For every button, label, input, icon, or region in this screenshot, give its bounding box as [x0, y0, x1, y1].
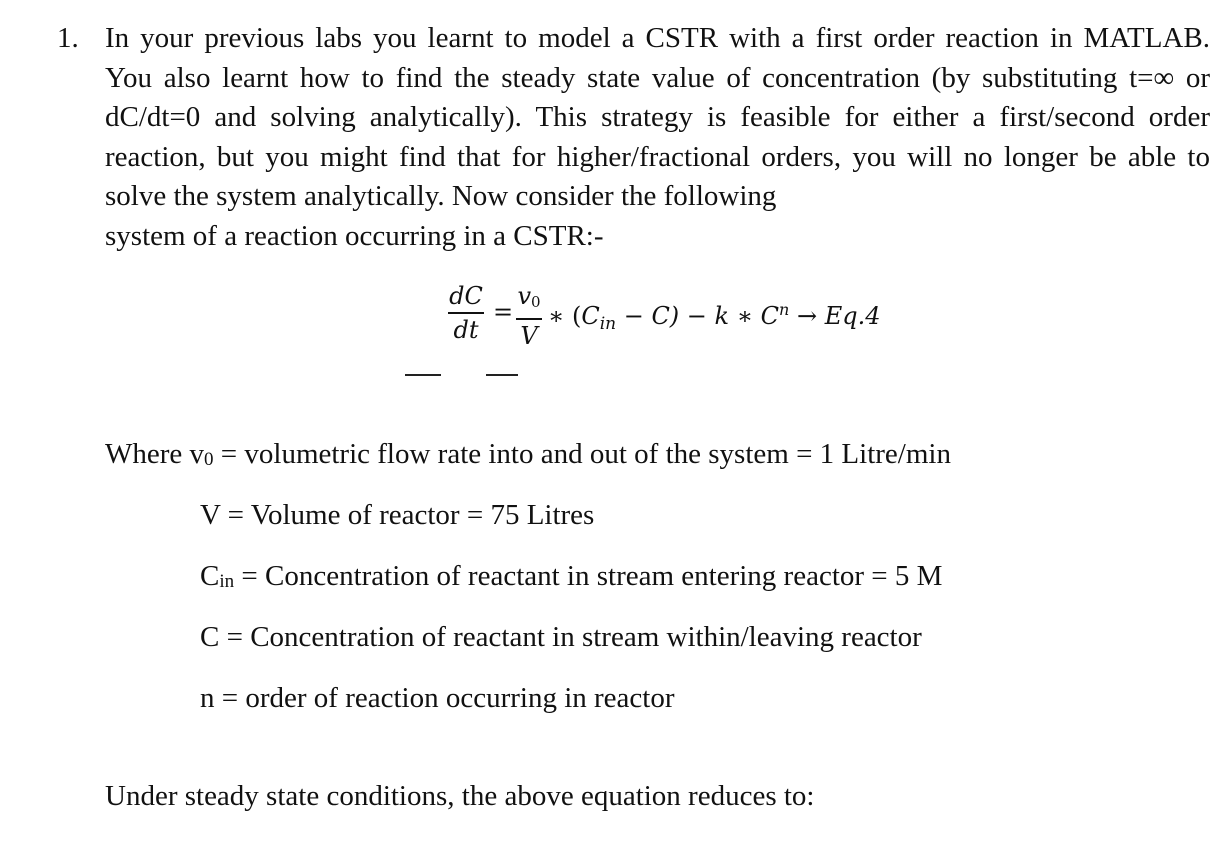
subscript-zero: 0	[204, 449, 214, 470]
fraction-v0-V	[516, 282, 542, 350]
definition-concentration: C = Concentration of reactant in stream within/leaving reactor	[200, 621, 922, 653]
definition-cin	[200, 558, 942, 600]
fraction-numerator	[516, 282, 542, 316]
v-symbol: v	[517, 282, 531, 310]
fraction-denominator: V	[520, 321, 538, 350]
list-item-number: 1.	[57, 22, 79, 54]
paragraph-line: reaction, but you might find that for higher/fractional orders, you will no longer be able to	[105, 140, 1210, 173]
cn-symbol: C	[760, 302, 780, 330]
fraction-bar	[448, 312, 484, 314]
definition-order: n = order of reaction occurring in reactor	[200, 682, 675, 714]
paragraph-line: You also learnt how to find the steady state value of concentration (by substituting t=∞ or	[105, 61, 1210, 94]
underline-dash	[486, 374, 518, 376]
conclusion-text: Under steady state conditions, the above equation reduces to:	[105, 780, 815, 812]
cin-symbol: C	[581, 302, 600, 330]
cin-subscript: in	[599, 314, 617, 334]
paragraph-line: solve the system analytically. Now consider the following	[105, 180, 777, 212]
underline-dash	[405, 374, 441, 376]
operator-star: ∗ (	[548, 302, 582, 330]
definition-v0	[105, 436, 951, 478]
paragraph-line: dC/dt=0 and solving analytically). This strategy is feasible for either a first/second order	[105, 101, 1210, 133]
fraction-dc-dt	[448, 282, 484, 344]
paragraph-line: In your previous labs you learnt to model a CSTR with a first order reaction in MATLAB.	[105, 22, 1210, 54]
fraction-bar	[516, 318, 542, 320]
definition-text: = Concentration of reactant in stream entering reactor = 5 M	[234, 560, 943, 592]
definition-volume: V = Volume of reactor = 75 Litres	[200, 499, 595, 531]
equation-rhs	[548, 300, 881, 334]
subscript-zero: 0	[531, 293, 541, 311]
equation-middle: − C) − k ∗	[616, 302, 761, 330]
cn-superscript: n	[779, 300, 790, 319]
problem-paragraph	[105, 19, 1210, 256]
cin-symbol: C	[200, 560, 220, 592]
equals-sign: =	[493, 298, 514, 326]
arrow-symbol: →	[789, 302, 825, 330]
definition-text: = volumetric flow rate into and out of the system = 1 Litre/min	[213, 438, 951, 470]
fraction-numerator: dC	[449, 282, 483, 310]
definition-prefix: Where v	[105, 438, 205, 470]
cin-subscript: in	[219, 571, 235, 592]
equation-label: Eq.4	[824, 302, 881, 330]
fraction-denominator: dt	[453, 315, 479, 344]
paragraph-line: system of a reaction occurring in a CSTR:-	[105, 219, 604, 252]
